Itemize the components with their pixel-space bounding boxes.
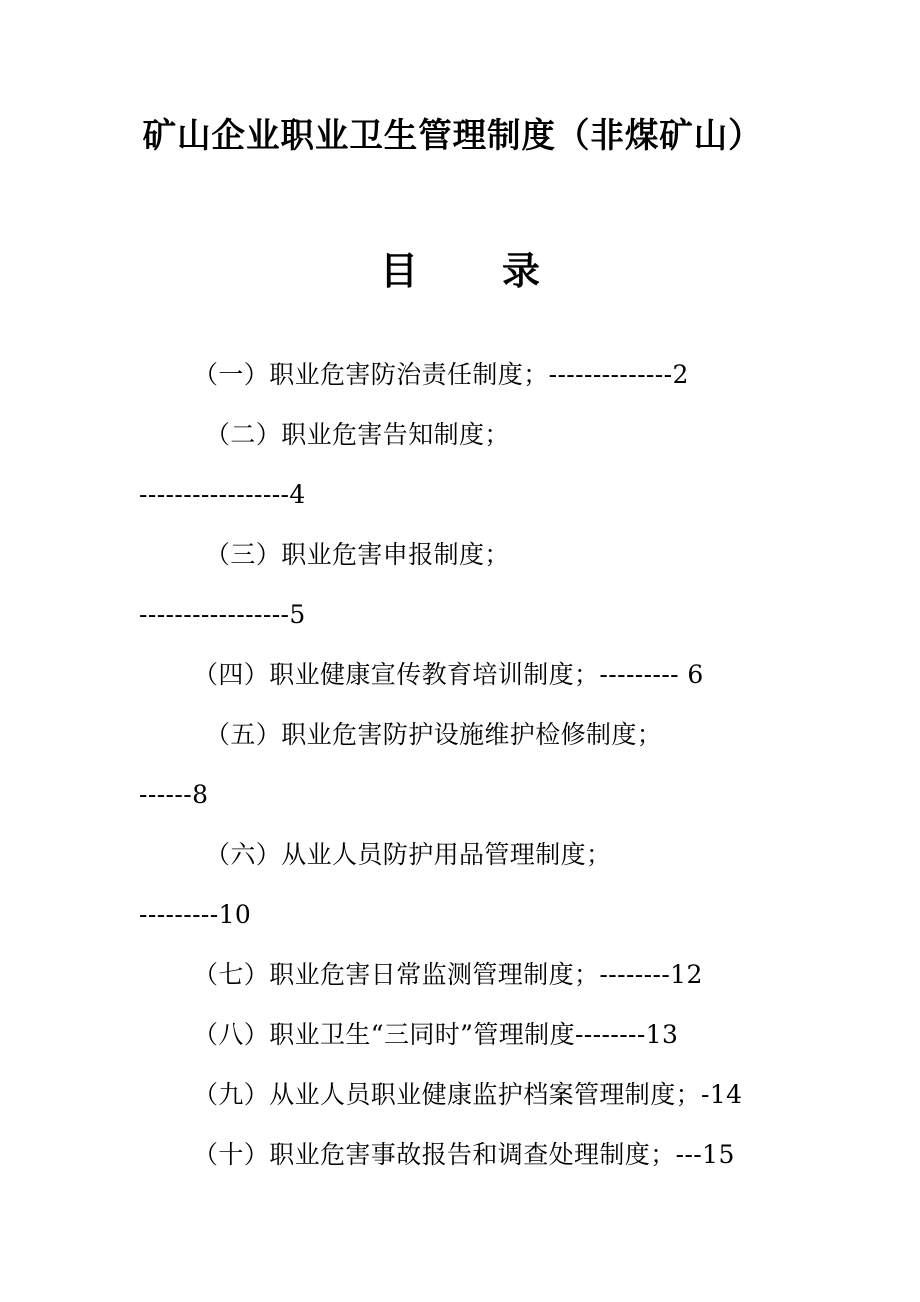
toc-entry-3: （三）职业危害申报制度； (205, 540, 510, 569)
toc-entry-10: （十）职业危害事故报告和调查处理制度；---15 (193, 1140, 735, 1169)
toc-entry-3-page: -----------------5 (139, 600, 306, 629)
toc-entry-5-page: ------8 (139, 780, 209, 809)
toc-entry-6-page: ---------10 (139, 900, 252, 929)
toc-heading (0, 244, 920, 298)
document-title: 矿山企业职业卫生管理制度（非煤矿山） (142, 116, 763, 156)
toc-entry-1: （一）职业危害防治责任制度；--------------2 (193, 360, 689, 389)
toc-entry-2: （二）职业危害告知制度； (205, 420, 510, 449)
toc-entry-7: （七）职业危害日常监测管理制度；--------12 (193, 960, 703, 989)
toc-entry-5: （五）职业危害防护设施维护检修制度； (205, 720, 663, 749)
toc-heading-char-1: 目 (379, 249, 418, 293)
toc-entry-4: （四）职业健康宣传教育培训制度；--------- 6 (193, 660, 704, 689)
toc-heading-char-2: 录 (502, 249, 541, 293)
toc-entry-6: （六）从业人员防护用品管理制度； (205, 840, 612, 869)
toc-entry-8: （八）职业卫生“三同时”管理制度--------13 (193, 1020, 679, 1049)
toc-entry-2-page: -----------------4 (139, 480, 306, 509)
toc-entry-9: （九）从业人员职业健康监护档案管理制度；-14 (193, 1080, 743, 1109)
